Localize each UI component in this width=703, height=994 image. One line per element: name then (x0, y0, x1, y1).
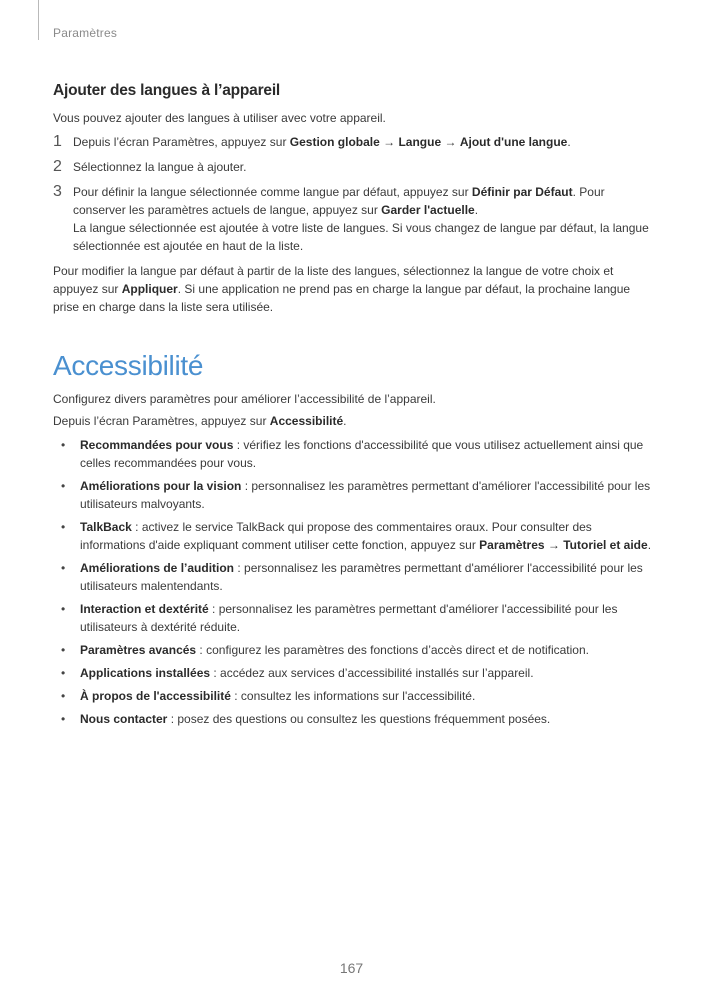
section-title-languages: Ajouter des langues à l’appareil (53, 82, 281, 99)
step-text: Pour définir la langue sélectionnée comme langue par défaut, appuyez sur Définir par Défaut. Pour conserver les paramètres actuels de langue, appuyez sur Garder l'actuelle. La langue sélectionnée est ajoutée à votre liste de langues. Si vous changez de langue par défaut, la langue sélectionnée est ajoutée en haut de la liste. (73, 185, 649, 253)
accessibility-intro: Configurez divers paramètres pour améliorer l’accessibilité de l’appareil. (53, 392, 436, 406)
step-item (53, 158, 653, 176)
chapter-title-accessibility: Accessibilité (53, 350, 204, 381)
list-item: • À propos de l'accessibilité : consultez les informations sur l'accessibilité. (53, 687, 653, 705)
menu-path-add-language: Ajout d'une langue (459, 135, 568, 149)
list-item: • Améliorations pour la vision : personnalisez les paramètres permettant d'améliorer l'accessibilité pour les utilisateurs malvoyants. (53, 477, 653, 513)
list-item: • Améliorations de l’audition : personnalisez les paramètres permettant d'améliorer l'accessibilité pour les utilisateurs malentendants. (53, 559, 653, 595)
option-keep-current: Garder l'actuelle (381, 203, 475, 217)
step-number: 2 (53, 158, 62, 175)
bullet-icon: • (61, 520, 66, 534)
bullet-icon: • (61, 602, 66, 616)
page-number: 167 (339, 960, 364, 976)
menu-path-accessibility: Accessibilité (269, 414, 344, 428)
bullet-icon: • (61, 712, 66, 726)
option-set-default: Définir par Défaut (471, 185, 573, 199)
list-item: • Interaction et dextérité : personnalisez les paramètres permettant d'améliorer l'accessibilité pour les utilisateurs à dextérité réduite. (53, 600, 653, 636)
list-item: • Nous contacter : posez des questions ou consultez les questions fréquemment posées. (53, 710, 653, 728)
list-item: • TalkBack : activez le service TalkBack qui propose des commentaires oraux. Pour consulter des informations d'aide expliquant comment utiliser cette fonction, appuyez sur Paramètres → Tutoriel et aide. (53, 518, 653, 554)
bullet-icon: • (61, 438, 66, 452)
bullet-icon: • (61, 479, 66, 493)
step-extra-note: La langue sélectionnée est ajoutée à votre liste de langues. Si vous changez de langue par défaut, la langue sélectionnée est ajoutée en haut de la liste. (73, 221, 649, 253)
bullet-icon: • (61, 689, 66, 703)
menu-path-global-management: Gestion globale (289, 135, 380, 149)
step-number: 3 (53, 183, 62, 200)
steps-list (53, 133, 653, 255)
bullet-icon: • (61, 561, 66, 575)
languages-note: Pour modifier la langue par défaut à partir de la liste des langues, sélectionnez la langue de votre choix et appuyez sur Appliquer. Si une application ne prend pas en charge la langue par défaut, la prochaine langue prise en charge dans la liste sera utilisée. (53, 264, 631, 314)
step-number: 1 (53, 133, 62, 150)
accessibility-options-list (53, 436, 653, 728)
bullet-icon: • (61, 666, 66, 680)
menu-path-language: Langue (398, 135, 442, 149)
languages-intro: Vous pouvez ajouter des langues à utiliser avec votre appareil. (53, 111, 386, 125)
running-header: Paramètres (53, 26, 118, 40)
bullet-icon: • (61, 643, 66, 657)
margin-rule (38, 0, 39, 40)
page-content (53, 82, 653, 733)
list-item: • Recommandées pour vous : vérifiez les fonctions d'accessibilité que vous utilisez actuellement ainsi que celles recommandées pour vous. (53, 436, 653, 472)
accessibility-path: Depuis l’écran Paramètres, appuyez sur Accessibilité. (53, 414, 347, 428)
step-item (53, 133, 653, 151)
option-apply: Appliquer (121, 282, 178, 296)
step-item (53, 183, 653, 255)
list-item: • Paramètres avancés : configurez les paramètres des fonctions d’accès direct et de notification. (53, 641, 653, 659)
step-text: Sélectionnez la langue à ajouter. (73, 160, 247, 174)
step-text: Depuis l’écran Paramètres, appuyez sur Gestion globale → Langue → Ajout d'une langue. (73, 135, 571, 149)
list-item: • Applications installées : accédez aux services d’accessibilité installés sur l’appareil. (53, 664, 653, 682)
